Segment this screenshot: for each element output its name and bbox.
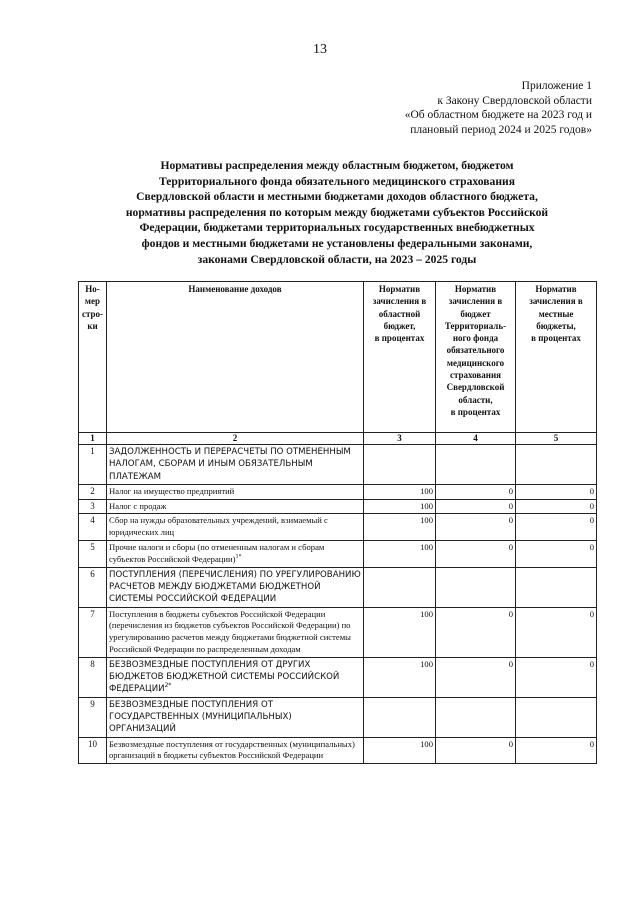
column-numbers-row: [79, 433, 597, 445]
regional-budget-value: 100: [364, 657, 436, 697]
table-header-row: [79, 282, 597, 433]
income-name-text: ЗАДОЛЖЕННОСТЬ И ПЕРЕРАСЧЕТЫ ПО ОТМЕНЕННЫМ НАЛОГАМ, СБОРАМ И ИНЫМ ОБЯЗАТЕЛЬНЫМ ПЛАТЕЖАМ: [109, 447, 351, 482]
local-budgets-value: [516, 567, 597, 607]
table-body: [79, 445, 597, 764]
header-line: обязательного: [446, 345, 505, 356]
header-line: зачисления в: [372, 296, 427, 307]
table-row: [79, 697, 597, 737]
local-budgets-value: 0: [516, 737, 597, 764]
header-line: Норматив: [454, 284, 497, 294]
column-number: 4: [436, 433, 516, 445]
header-line: зачисления в: [448, 296, 503, 307]
local-budgets-value: 0: [516, 499, 597, 514]
header-line: медицинского: [446, 357, 505, 368]
table-row: [79, 499, 597, 514]
header-line: стро-: [81, 308, 104, 319]
medical-fund-value: 0: [436, 514, 516, 541]
header-line: Территориаль-: [444, 320, 507, 331]
header-line: местные: [538, 308, 574, 319]
income-name-text: Сбор на нужды образовательных учреждений, взимаемый с юридических лиц: [109, 515, 328, 538]
row-number: 4: [79, 514, 107, 541]
income-name-text: Безвозмездные поступления от государственных (муниципальных) организаций в бюджеты субъектов Российской Федерации: [109, 738, 355, 761]
medical-fund-value: 0: [436, 484, 516, 499]
title-line: Нормативы распределения между областным бюджетом, бюджетом: [160, 159, 514, 172]
title-line: Свердловской области и местными бюджетами доходов областного бюджета,: [136, 190, 538, 204]
income-name: [107, 567, 364, 607]
income-name: [107, 657, 364, 697]
local-budgets-value: 0: [516, 657, 597, 697]
table-row: [79, 541, 597, 568]
regional-budget-value: 100: [364, 737, 436, 764]
income-name: [107, 514, 364, 541]
income-name: [107, 484, 364, 499]
income-name-text: Поступления в бюджеты субъектов Российской Федерации (перечисления из бюджетов субъектов Российской Федерации) по урегулированию расчетов между бюджетами бюджетной системы Российской Федерации по распределенным доходам: [109, 608, 351, 654]
header-line: мер: [84, 296, 101, 307]
header-line: ки: [87, 320, 98, 331]
medical-fund-value: [436, 445, 516, 485]
medical-fund-value: 0: [436, 607, 516, 657]
header-line: бюджет,: [383, 320, 416, 331]
header-line: в процентах: [374, 333, 425, 344]
header-line: в процентах: [450, 406, 501, 417]
local-budgets-value: 0: [516, 484, 597, 499]
appendix-reference: [405, 79, 592, 137]
header-line: области,: [458, 394, 493, 405]
regional-budget-value: [364, 697, 436, 737]
header-local-budgets: [516, 282, 597, 433]
income-name: [107, 445, 364, 485]
header-income-name: Наименование доходов: [107, 282, 364, 433]
table-row: [79, 445, 597, 485]
title-line: нормативы распределения по которым между бюджетами субъектов Российской: [125, 205, 549, 219]
income-name-text: БЕЗВОЗМЕЗДНЫЕ ПОСТУПЛЕНИЯ ОТ ГОСУДАРСТВЕННЫХ (МУНИЦИПАЛЬНЫХ) ОРГАНИЗАЦИЙ: [109, 699, 292, 735]
local-budgets-value: [516, 445, 597, 485]
header-line: Но-: [85, 284, 100, 294]
income-name-text: Налог на имущество предприятий: [109, 485, 235, 496]
appendix-line: Приложение 1: [521, 80, 592, 92]
column-number: 5: [516, 433, 597, 445]
regional-budget-value: 100: [364, 541, 436, 568]
regional-budget-value: [364, 567, 436, 607]
local-budgets-value: 0: [516, 541, 597, 568]
row-number: 2: [79, 484, 107, 499]
appendix-line: к Закону Свердловской области: [437, 94, 592, 107]
income-name: [107, 697, 364, 737]
medical-fund-value: 0: [436, 499, 516, 514]
regional-budget-value: 100: [364, 514, 436, 541]
row-number: 6: [79, 567, 107, 607]
table-row: [79, 657, 597, 697]
table-row: [79, 737, 597, 764]
row-number: 3: [79, 499, 107, 514]
header-line: страхования: [449, 370, 502, 381]
row-number: 10: [79, 737, 107, 764]
income-name-text: Налог с продаж: [109, 500, 167, 511]
row-number: 9: [79, 697, 107, 737]
appendix-line: плановый период 2024 и 2025 годов»: [410, 123, 592, 136]
medical-fund-value: [436, 567, 516, 607]
local-budgets-value: 0: [516, 514, 597, 541]
regional-budget-value: 100: [364, 484, 436, 499]
header-line: в процентах: [531, 333, 581, 344]
row-number: 7: [79, 607, 107, 657]
income-name-text: Прочие налоги и сборы (по отмененным налогам и сборам субъектов Российской Федерации): [109, 542, 325, 564]
page-number: 13: [313, 42, 327, 57]
title-line: Территориального фонда обязательного медицинского страхования: [159, 174, 515, 188]
header-line: областной: [378, 308, 421, 319]
footnote-marker: 2*: [164, 682, 172, 690]
header-line: ного фонда: [452, 333, 499, 344]
regional-budget-value: 100: [364, 499, 436, 514]
table-row: [79, 607, 597, 657]
column-number: 1: [79, 433, 107, 445]
header-line: Свердловской: [446, 382, 505, 393]
title-line: Федерации, бюджетами территориальных государственных внебюджетных: [139, 221, 535, 235]
header-line: зачисления в: [529, 296, 583, 307]
income-name-text: ПОСТУПЛЕНИЯ (ПЕРЕЧИСЛЕНИЯ) ПО УРЕГУЛИРОВАНИЮ РАСЧЕТОВ МЕЖДУ БЮДЖЕТАМИ БЮДЖЕТНОЙ СИСТЕМЫ РОССИЙСКОЙ ФЕДЕРАЦИИ: [109, 569, 361, 605]
income-name-text: БЕЗВОЗМЕЗДНЫЕ ПОСТУПЛЕНИЯ ОТ ДРУГИХ БЮДЖЕТОВ БЮДЖЕТНОЙ СИСТЕМЫ РОССИЙСКОЙ ФЕДЕРАЦИИ: [109, 659, 340, 695]
footnote-marker: 1*: [235, 554, 242, 561]
appendix-line: «Об областном бюджете на 2023 год и: [404, 109, 592, 121]
header-regional-budget: [364, 282, 436, 433]
header-line: бюджет: [460, 308, 491, 319]
title-line: фондов и местными бюджетами не установлены федеральными законами,: [141, 236, 533, 250]
table-row: [79, 484, 597, 499]
header-row-number: [79, 282, 107, 433]
table-row: [79, 514, 597, 541]
header-line: Норматив: [535, 284, 577, 294]
row-number: 5: [79, 541, 107, 568]
medical-fund-value: 0: [436, 541, 516, 568]
header-line: Норматив: [378, 284, 421, 294]
medical-fund-value: 0: [436, 657, 516, 697]
document-title: [78, 158, 596, 267]
local-budgets-value: 0: [516, 607, 597, 657]
title-line: законами Свердловской области, на 2023 – 2025 годы: [197, 252, 477, 266]
local-budgets-value: [516, 697, 597, 737]
regional-budget-value: [364, 445, 436, 485]
header-medical-fund: [436, 282, 516, 433]
column-number: 3: [364, 433, 436, 445]
regional-budget-value: 100: [364, 607, 436, 657]
row-number: 1: [79, 445, 107, 485]
income-name: [107, 499, 364, 514]
table-row: [79, 567, 597, 607]
income-name: [107, 607, 364, 657]
income-name: [107, 541, 364, 568]
row-number: 8: [79, 657, 107, 697]
column-number: 2: [107, 433, 364, 445]
medical-fund-value: [436, 697, 516, 737]
header-line: бюджеты,: [536, 320, 576, 331]
medical-fund-value: 0: [436, 737, 516, 764]
income-name: [107, 737, 364, 764]
revenue-norms-table: [78, 281, 597, 764]
